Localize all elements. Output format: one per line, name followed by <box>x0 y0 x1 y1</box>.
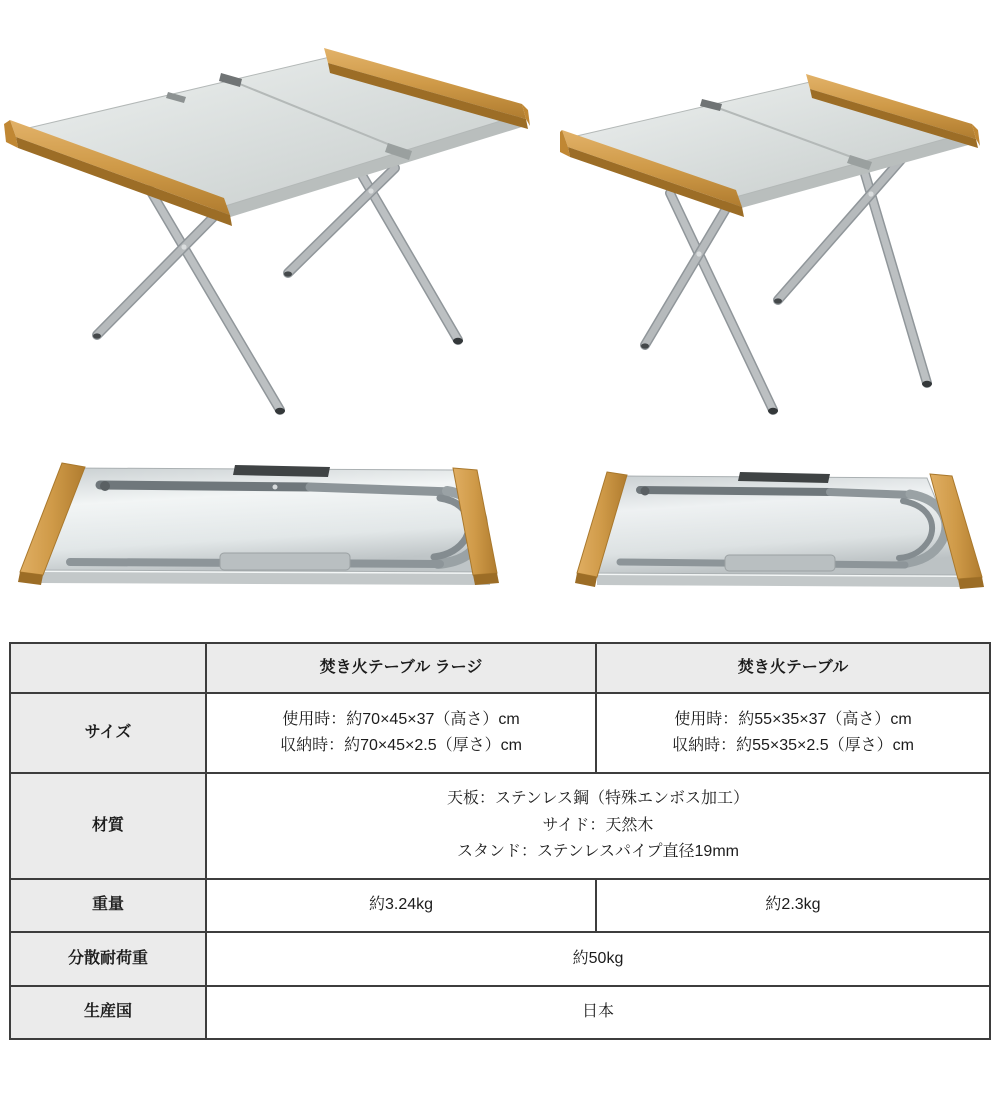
leg-foot <box>641 343 649 348</box>
leg-hinge <box>641 487 650 496</box>
leg-hinge <box>100 481 110 491</box>
spec-row-load <box>10 932 990 986</box>
table-top <box>20 57 522 219</box>
leg-foot <box>774 298 782 303</box>
spec-header-regular: 焚き火テーブル <box>596 643 990 693</box>
tube-sleeve <box>725 555 835 571</box>
row-label-weight: 重量 <box>10 879 206 932</box>
size-regular-cell <box>596 693 990 773</box>
tube-sleeve <box>220 553 350 570</box>
spec-header-blank <box>10 643 206 693</box>
leg-foot <box>768 408 778 414</box>
leg-foot <box>453 338 463 344</box>
hinge-bolt <box>696 251 701 256</box>
weight-large-cell: 約3.24kg <box>206 879 596 932</box>
steel-surface <box>568 82 970 198</box>
spec-row-origin <box>10 986 990 1039</box>
load-cell: 約50kg <box>206 932 990 986</box>
origin-cell: 日本 <box>206 986 990 1039</box>
fire-table-regular-open-photo <box>560 40 1000 440</box>
weight-regular-cell: 約2.3kg <box>596 879 990 932</box>
size-large-stored: 収納時：約70×45×2.5（厚さ）cm <box>280 737 522 754</box>
material-top: 天板：ステンレス鋼（特殊エンボス加工） <box>446 790 749 808</box>
size-regular-use: 使用時：約55×35×37（高さ）cm <box>674 710 912 728</box>
size-large-cell <box>206 693 596 773</box>
row-label-origin: 生産国 <box>10 986 206 1039</box>
folded-leg-tube <box>640 490 830 492</box>
folded-tray <box>597 472 967 587</box>
leg-foot <box>93 333 101 338</box>
folded-leg-tube <box>830 492 915 495</box>
table-top <box>568 82 972 210</box>
fire-table-regular-folded-photo <box>575 440 995 595</box>
fire-table-large-folded-photo <box>10 435 530 595</box>
row-label-material: 材質 <box>10 773 206 879</box>
hinge-bolt <box>181 244 186 249</box>
steel-surface <box>20 57 520 207</box>
leg-foot <box>284 271 292 276</box>
tray-latch <box>233 465 330 477</box>
material-cell <box>206 773 990 879</box>
hinge-bolt <box>868 191 873 196</box>
spec-header-large: 焚き火テーブル ラージ <box>206 643 596 693</box>
row-label-load: 分散耐荷重 <box>10 932 206 986</box>
folded-leg-tube <box>100 485 310 487</box>
spec-header-row <box>10 643 990 693</box>
leg-foot <box>922 381 932 387</box>
fire-table-large-open-photo <box>0 0 560 440</box>
material-stand: スタンド：ステンレスパイプ直径19mm <box>457 843 739 861</box>
spec-row-size <box>10 693 990 773</box>
spec-row-weight <box>10 879 990 932</box>
size-large-use: 使用時：約70×45×37（高さ）cm <box>282 710 520 728</box>
leg-foot <box>275 408 285 414</box>
material-side: サイド：天然木 <box>542 816 654 834</box>
folded-tray <box>37 465 490 585</box>
spec-row-material <box>10 773 990 879</box>
folded-leg-tube <box>310 487 452 492</box>
spec-table <box>9 642 991 1040</box>
size-regular-stored: 収納時：約55×35×2.5（厚さ）cm <box>672 737 914 754</box>
hinge-bolt <box>368 188 373 193</box>
row-label-size: サイズ <box>10 693 206 773</box>
